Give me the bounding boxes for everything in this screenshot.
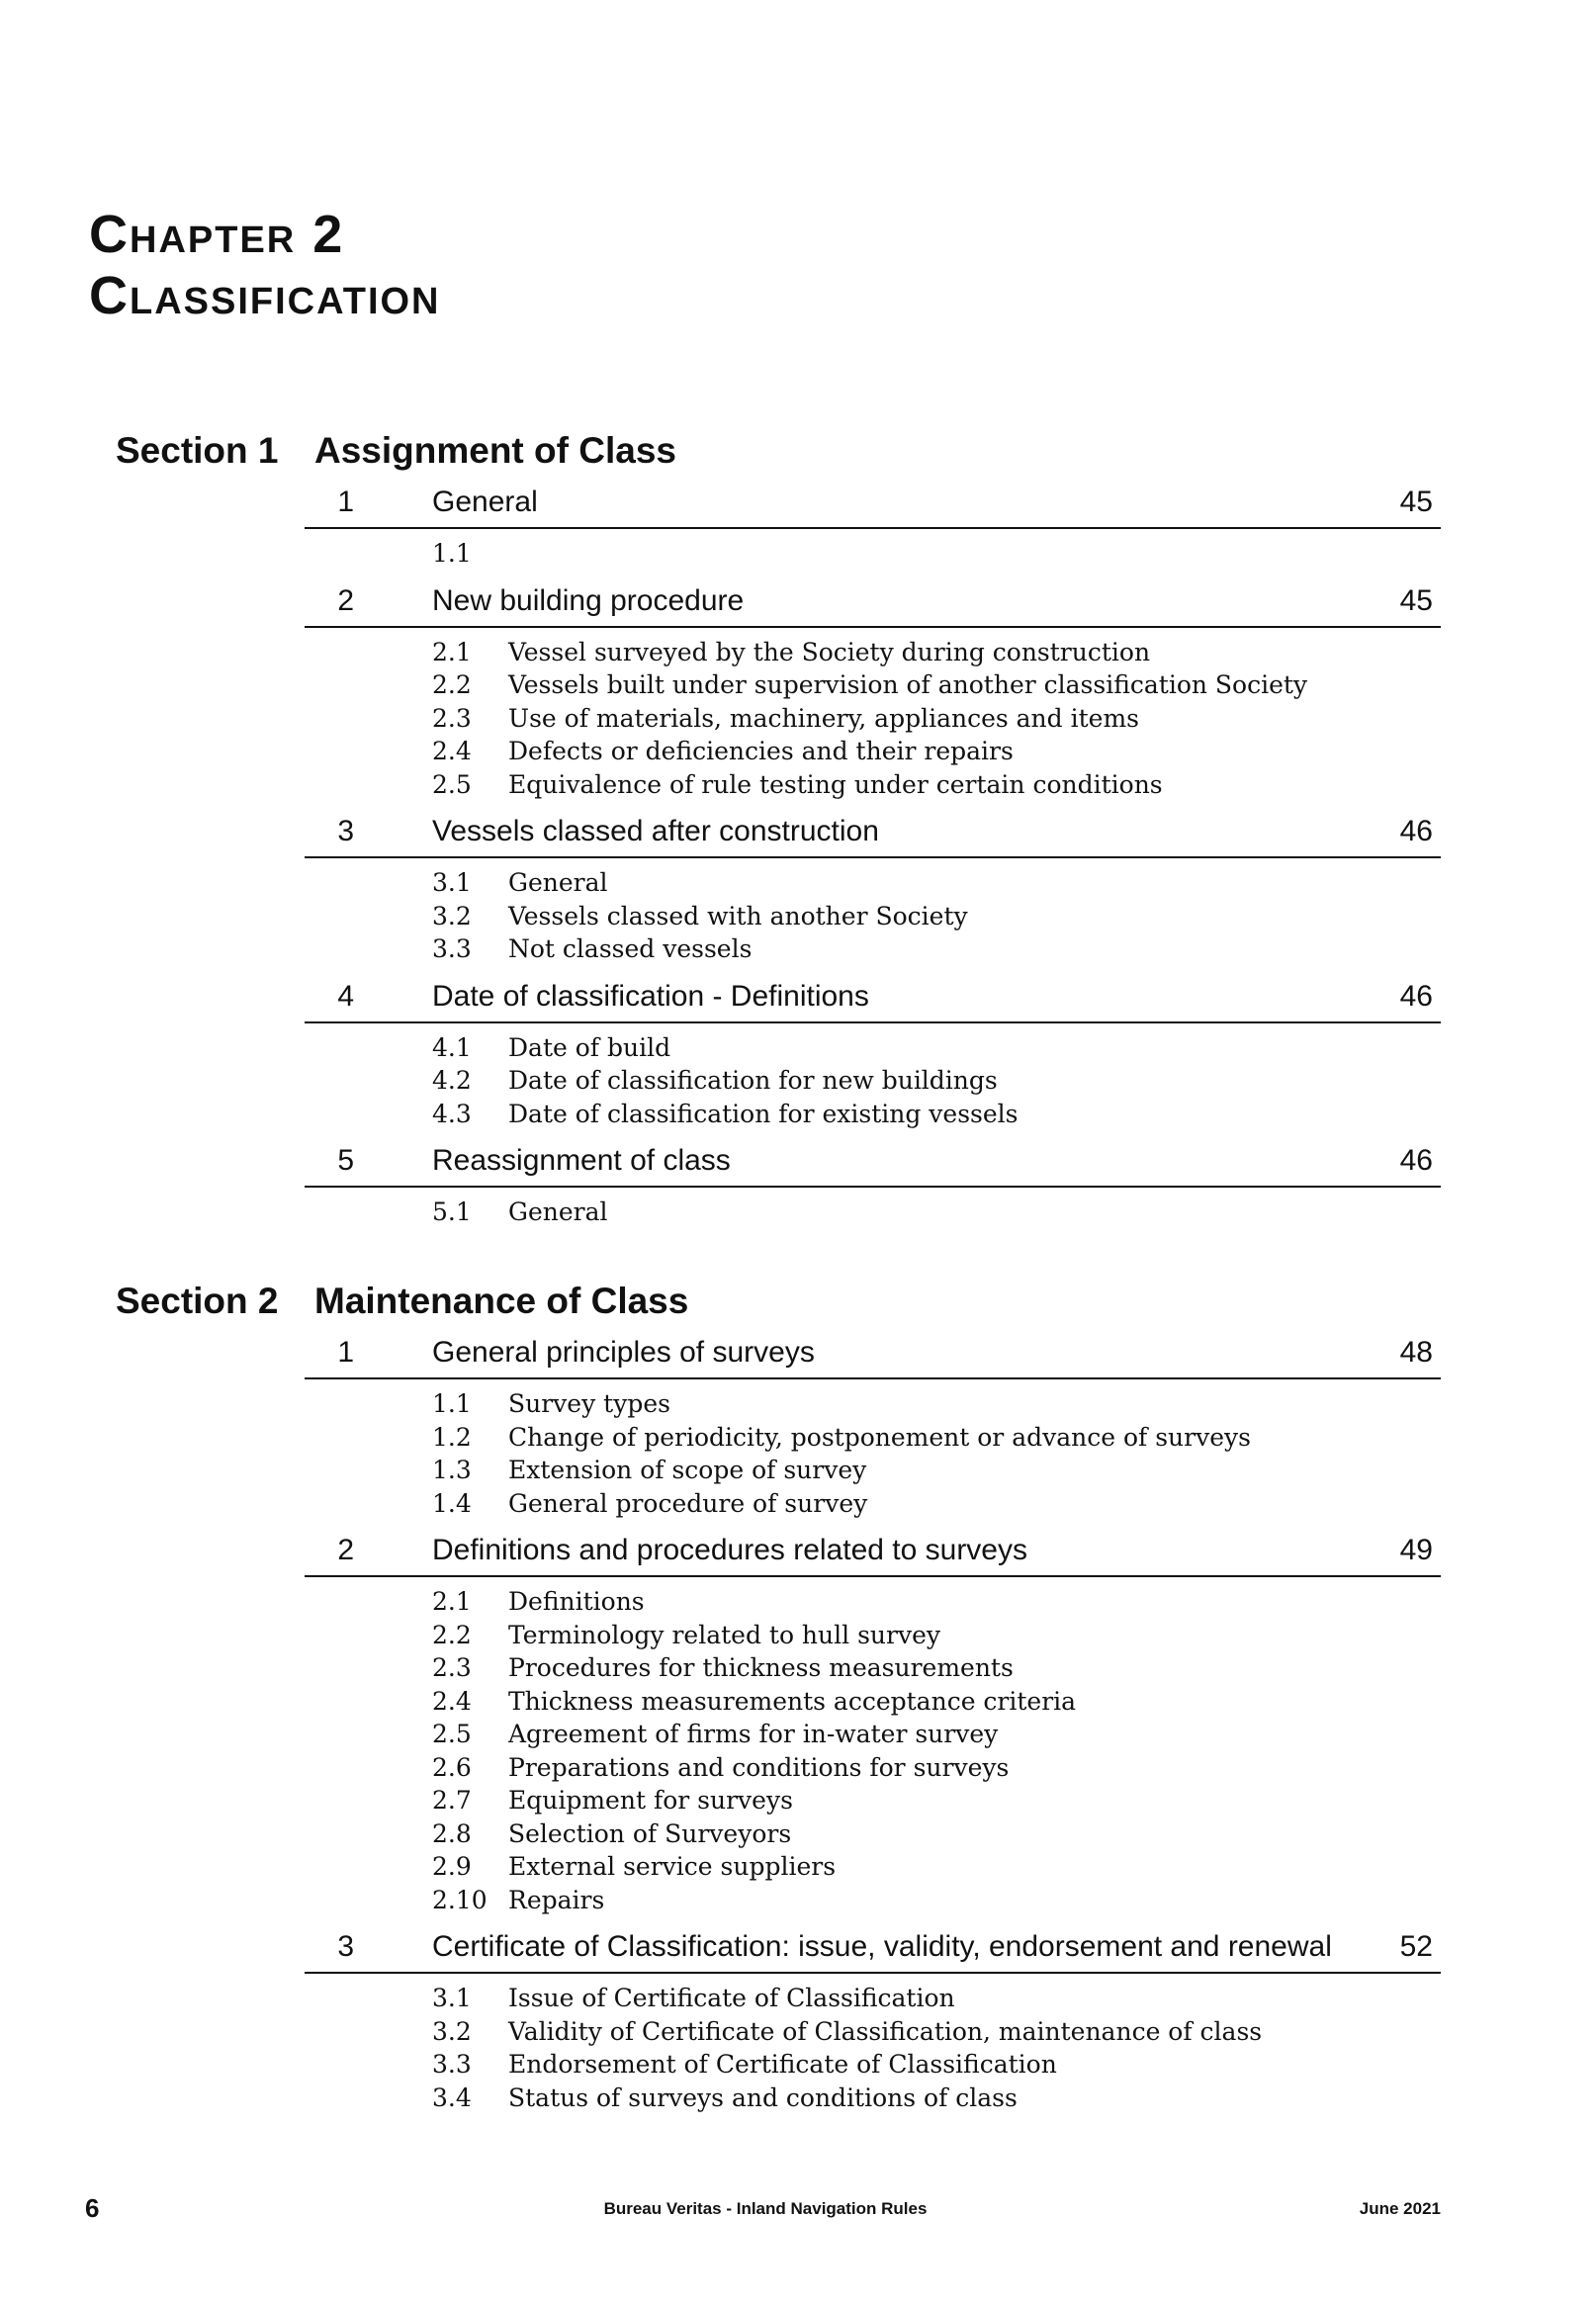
subsection-title: Equipment for surveys [508, 1786, 793, 1815]
subsection-title: Issue of Certificate of Classification [508, 1984, 955, 2012]
article-page-number: 46 [1399, 979, 1433, 1013]
article-entry[interactable] [305, 480, 1441, 529]
subsection-title: Status of surveys and conditions of class [508, 2082, 1018, 2112]
subsection-entry[interactable] [432, 1454, 1596, 1487]
subsection-number: 2.5 [432, 769, 472, 799]
subsection-entry[interactable] [432, 1064, 1596, 1098]
subsection-title: Selection of Surveyors [508, 1818, 792, 1848]
section-title: Maintenance of Class [314, 1281, 689, 1321]
subsection-title: Not classed vessels [508, 934, 753, 963]
subsection-entry[interactable] [432, 1751, 1596, 1785]
article-entry[interactable] [305, 578, 1441, 628]
subsection-entry[interactable] [432, 2082, 1596, 2115]
subsection-number: 3.2 [432, 2016, 472, 2046]
subsection-entry[interactable] [432, 1487, 1596, 1521]
subsection-list [0, 1585, 1596, 1916]
subsection-entry[interactable] [432, 1884, 1596, 1917]
subsection-title: Date of classification for new buildings [508, 1066, 998, 1095]
subsection-number: 1.4 [432, 1488, 472, 1518]
article-number: 5 [337, 1144, 354, 1177]
subsection-entry[interactable] [432, 1718, 1596, 1751]
subsection-number: 2.3 [432, 1653, 472, 1682]
subsection-entry[interactable] [432, 1817, 1596, 1851]
subsection-title: Date of classification for existing vessels [508, 1099, 1019, 1128]
subsection-entry[interactable] [432, 1196, 1596, 1229]
subsection-entry[interactable] [432, 1651, 1596, 1685]
subsection-number: 3.2 [432, 901, 472, 930]
subsection-number: 1.1 [432, 1389, 472, 1418]
subsection-title: Terminology related to hull survey [508, 1620, 940, 1649]
toc-article [0, 974, 1596, 1131]
subsection-title: Agreement of firms for in-water survey [508, 1720, 999, 1748]
article-entry[interactable] [305, 1138, 1441, 1188]
article-entry[interactable] [305, 809, 1441, 858]
subsection-entry[interactable] [432, 768, 1596, 802]
subsection-title: Vessels built under supervision of another classification Society [508, 670, 1308, 699]
subsection-list [0, 1196, 1596, 1229]
subsection-title: Defects or deficiencies and their repairs [508, 737, 1014, 765]
subsection-title: General [508, 868, 608, 897]
subsection-title: Definitions [508, 1587, 645, 1616]
article-number: 1 [337, 486, 354, 518]
subsection-title: Endorsement of Certificate of Classification [508, 2050, 1057, 2079]
article-page-number: 46 [1399, 815, 1433, 847]
chapter-title: Classification [89, 266, 441, 325]
subsection-number: 4.1 [432, 1032, 472, 1062]
article-title: Vessels classed after construction [432, 815, 879, 847]
subsection-entry[interactable] [432, 668, 1596, 702]
subsection-title: Vessels classed with another Society [508, 901, 968, 930]
article-entry[interactable] [305, 1528, 1441, 1577]
section-label: Section 2 [116, 1281, 279, 1321]
subsection-list [0, 1387, 1596, 1520]
subsection-title: Change of periodicity, postponement or advance of surveys [508, 1422, 1251, 1452]
subsection-entry[interactable] [432, 1585, 1596, 1619]
subsection-number: 3.3 [432, 2050, 472, 2079]
toc-section [0, 420, 1596, 1237]
article-number: 3 [337, 1930, 354, 1963]
subsection-number: 3.1 [432, 868, 472, 897]
subsection-entry[interactable] [432, 900, 1596, 933]
subsection-list [0, 636, 1596, 802]
subsection-number: 4.3 [432, 1099, 472, 1128]
subsection-entry[interactable] [432, 1784, 1596, 1817]
article-page-number: 48 [1399, 1336, 1433, 1369]
subsection-entry[interactable] [432, 1421, 1596, 1455]
subsection-title: Validity of Certificate of Classification, maintenance of class [508, 2016, 1263, 2046]
subsection-number: 3.1 [432, 1984, 472, 2012]
subsection-title: Survey types [508, 1389, 670, 1418]
subsection-title: Preparations and conditions for surveys [508, 1752, 1010, 1782]
article-page-number: 46 [1399, 1144, 1433, 1177]
subsection-title: External service suppliers [508, 1852, 837, 1881]
subsection-number: 2.1 [432, 637, 472, 666]
article-page-number: 45 [1399, 486, 1433, 518]
toc-article [0, 578, 1596, 802]
subsection-title: Extension of scope of survey [508, 1456, 867, 1484]
subsection-entry[interactable] [432, 636, 1596, 669]
subsection-title: General [508, 1197, 608, 1226]
subsection-title: General procedure of survey [508, 1488, 868, 1518]
subsection-entry[interactable] [432, 1685, 1596, 1719]
subsection-number: 2.5 [432, 1720, 472, 1748]
article-number: 3 [337, 815, 354, 847]
subsection-title: Use of materials, machinery, appliances and items [508, 703, 1139, 733]
article-number: 4 [337, 979, 354, 1013]
subsection-list [0, 1982, 1596, 2114]
subsection-number: 2.2 [432, 1620, 472, 1649]
article-page-number: 49 [1399, 1534, 1433, 1566]
subsection-entry[interactable] [432, 735, 1596, 768]
subsection-number: 1.2 [432, 1422, 472, 1452]
toc-section [0, 1271, 1596, 2122]
subsection-entry[interactable] [432, 2015, 1596, 2049]
subsection-entry[interactable] [432, 1982, 1596, 2015]
article-number: 2 [337, 583, 354, 617]
subsection-number: 2.9 [432, 1852, 472, 1881]
subsection-list [0, 866, 1596, 966]
subsection-number: 5.1 [432, 1197, 472, 1226]
subsection-entry[interactable] [432, 1619, 1596, 1652]
section-heading [0, 420, 1596, 480]
subsection-number: 4.2 [432, 1066, 472, 1095]
article-entry[interactable] [305, 1330, 1441, 1379]
article-title: Date of classification - Definitions [432, 979, 869, 1013]
article-title: New building procedure [432, 583, 745, 617]
article-number: 1 [337, 1336, 354, 1369]
footer-date: June 2021 [1359, 2199, 1441, 2218]
toc-article [0, 1924, 1596, 2114]
subsection-number: 2.10 [432, 1885, 488, 1914]
toc-article [0, 1330, 1596, 1520]
subsection-number: 2.8 [432, 1818, 472, 1848]
subsection-entry[interactable] [432, 1850, 1596, 1884]
subsection-entry[interactable] [432, 1098, 1596, 1131]
article-title: General principles of surveys [432, 1336, 815, 1369]
article-page-number: 45 [1399, 583, 1433, 617]
subsection-entry[interactable] [432, 702, 1596, 736]
subsection-number: 2.1 [432, 1587, 472, 1616]
subsection-number: 2.4 [432, 737, 472, 765]
toc-article [0, 480, 1596, 571]
subsection-list [0, 537, 1596, 571]
article-title: Certificate of Classification: issue, validity, endorsement and renewal [432, 1930, 1332, 1963]
subsection-entry[interactable] [432, 866, 1596, 900]
section-title: Assignment of Class [314, 430, 676, 471]
subsection-list [0, 1031, 1596, 1131]
toc-article [0, 1138, 1596, 1229]
chapter-number: Chapter 2 [89, 205, 345, 264]
subsection-number: 1.1 [432, 539, 472, 568]
subsection-number: 2.4 [432, 1686, 472, 1716]
subsection-number: 3.3 [432, 934, 472, 963]
footer-page-number: 6 [85, 2193, 100, 2223]
subsection-number: 2.2 [432, 670, 472, 699]
subsection-number: 2.7 [432, 1786, 472, 1815]
subsection-title: Vessel surveyed by the Society during construction [508, 637, 1151, 666]
article-entry[interactable] [305, 974, 1441, 1023]
toc-article [0, 809, 1596, 966]
section-heading [0, 1271, 1596, 1330]
footer-document-title: Bureau Veritas - Inland Navigation Rules [603, 2199, 928, 2218]
subsection-title: Repairs [508, 1885, 605, 1914]
toc-article [0, 1528, 1596, 1916]
subsection-entry[interactable] [432, 932, 1596, 966]
section-label: Section 1 [116, 430, 279, 471]
subsection-entry[interactable] [432, 1031, 1596, 1065]
subsection-entry[interactable] [432, 2048, 1596, 2082]
subsection-title: Equivalence of rule testing under certain conditions [508, 769, 1163, 799]
subsection-number: 2.6 [432, 1752, 472, 1782]
subsection-title: Thickness measurements acceptance criteria [508, 1686, 1077, 1716]
subsection-number: 2.3 [432, 703, 472, 733]
article-number: 2 [337, 1534, 354, 1566]
article-entry[interactable] [305, 1924, 1441, 1974]
subsection-entry[interactable] [432, 1387, 1596, 1421]
article-title: General [432, 486, 538, 518]
chapter-heading [89, 204, 441, 326]
subsection-number: 1.3 [432, 1456, 472, 1484]
subsection-number: 3.4 [432, 2082, 472, 2112]
subsection-entry[interactable] [432, 537, 1596, 571]
subsection-title: Procedures for thickness measurements [508, 1653, 1014, 1682]
article-title: Definitions and procedures related to surveys [432, 1534, 1027, 1566]
article-page-number: 52 [1399, 1930, 1433, 1963]
subsection-title: Date of build [508, 1032, 671, 1062]
article-title: Reassignment of class [432, 1144, 731, 1177]
